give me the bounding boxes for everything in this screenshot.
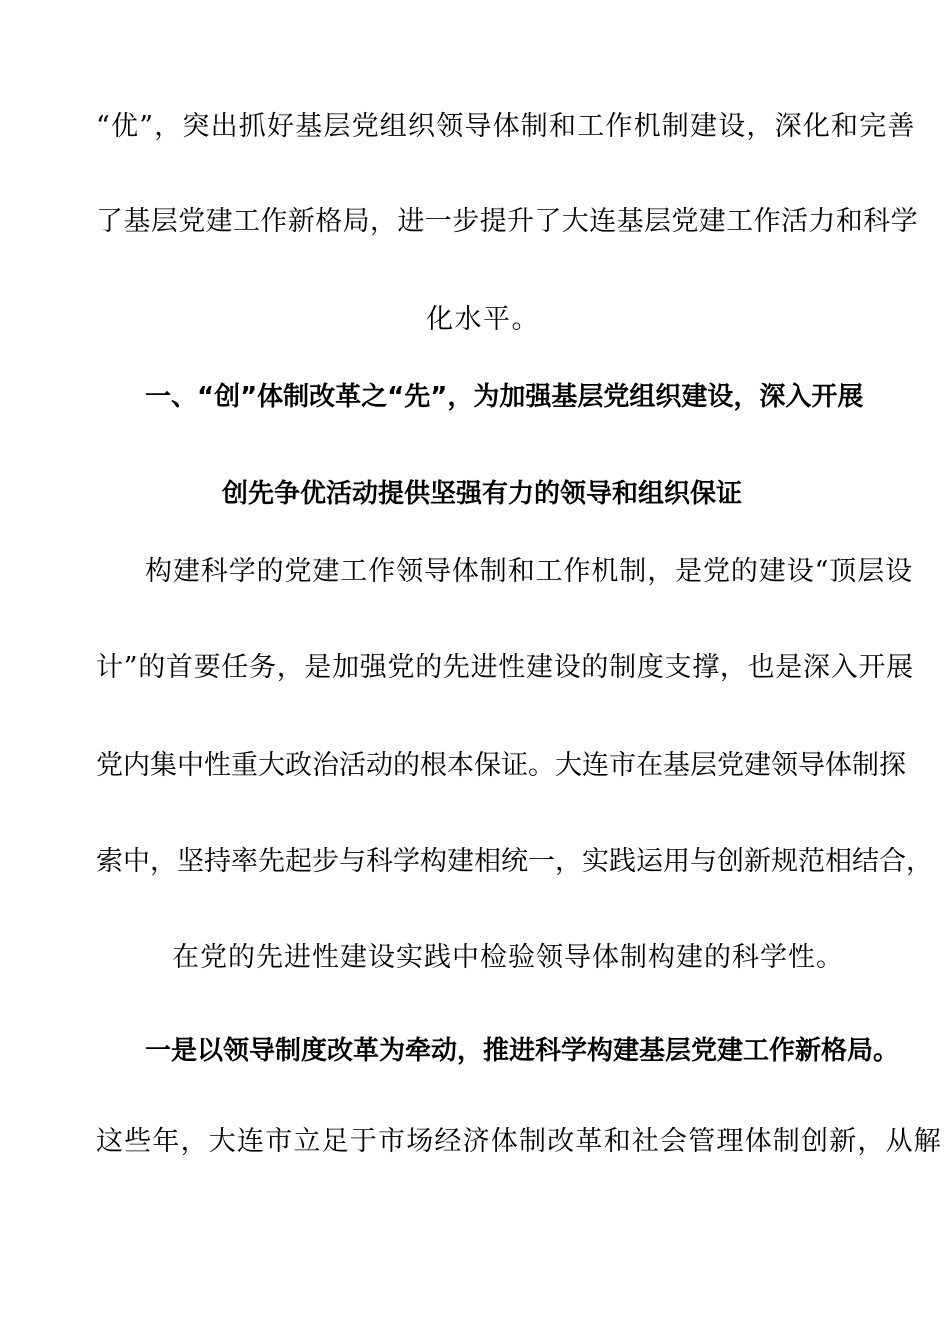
paragraph-line: 构建科学的党建工作领导体制和工作机制，是党的建设“顶层设: [145, 556, 914, 587]
paragraph-line: 在党的先进性建设实践中检验领导体制构建的科学性。: [172, 942, 844, 973]
paragraph-line: 索中，坚持率先起步与科学构建相统一，实践运用与创新规范相结合，: [96, 846, 933, 877]
section-heading: 创先争优活动提供坚强有力的领导和组织保证: [222, 479, 743, 509]
paragraph-line: 这些年，大连市立足于市场经济体制改革和社会管理体制创新，从解: [96, 1126, 942, 1157]
paragraph-line: 计”的首要任务，是加强党的先进性建设的制度支撑，也是深入开展: [96, 652, 914, 683]
subsection-heading: 一是以领导制度改革为牵动，推进科学构建基层党建工作新格局。: [145, 1036, 900, 1066]
section-heading: 一、“创”体制改革之“先”，为加强基层党组织建设，深入开展: [145, 382, 864, 412]
paragraph-line: “优”，突出抓好基层党组织领导体制和工作机制建设，深化和完善: [96, 111, 916, 142]
paragraph-line: 化水平。: [426, 304, 540, 335]
paragraph-line: 党内集中性重大政治活动的根本保证。大连市在基层党建领导体制探: [96, 750, 906, 781]
paragraph-line: 了基层党建工作新格局，进一步提升了大连基层党建工作活力和科学: [96, 206, 918, 237]
